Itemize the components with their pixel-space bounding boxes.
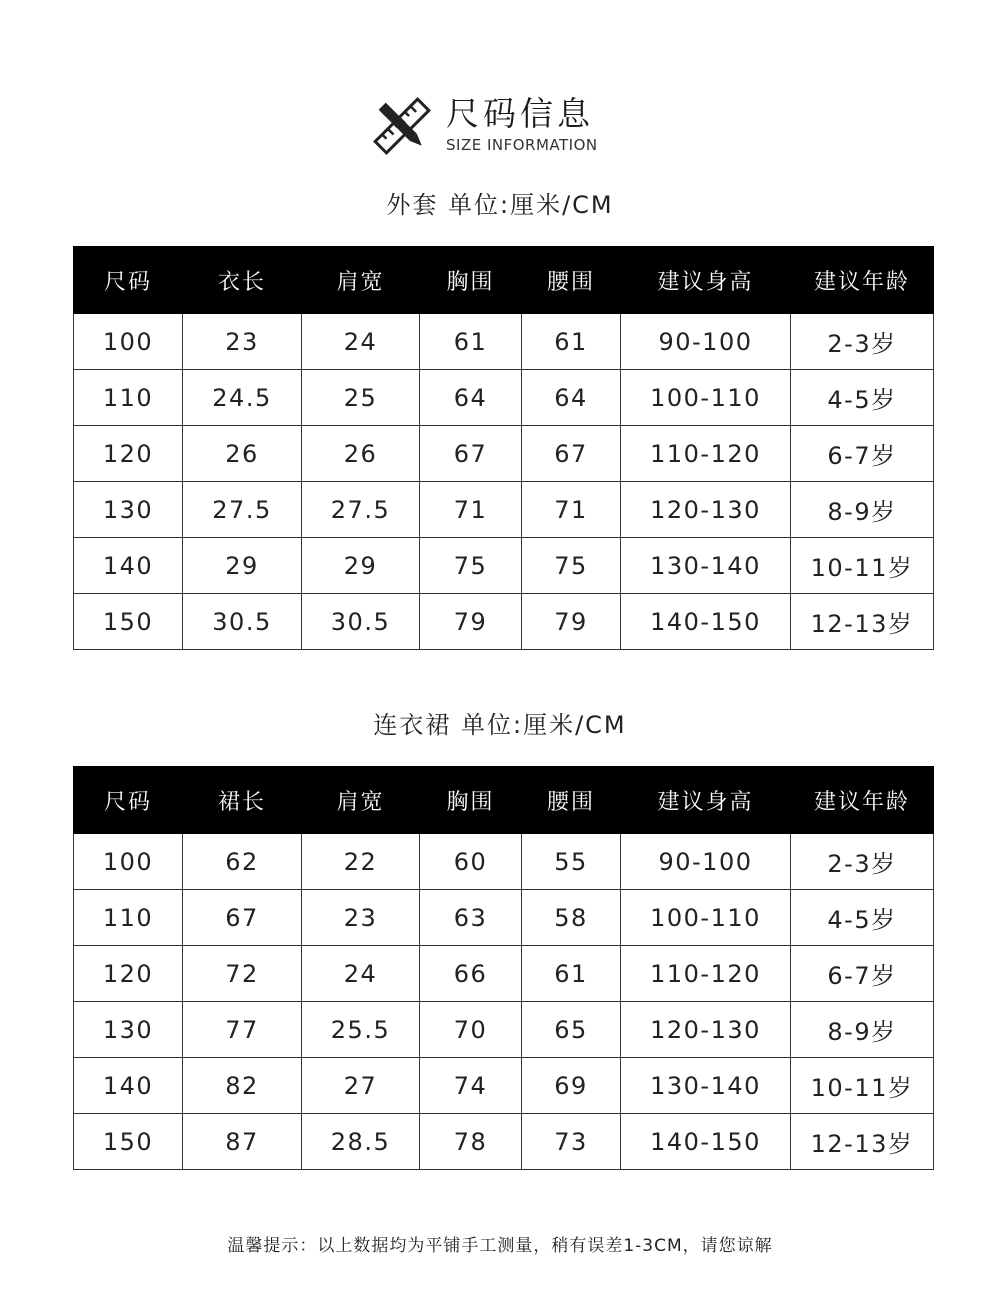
table-row — [74, 1002, 934, 1058]
table-row — [74, 538, 934, 594]
column-header: 尺码 — [74, 247, 183, 314]
table-cell: 24 — [302, 946, 420, 1002]
table-cell: 10-11岁 — [791, 538, 934, 594]
table-cell: 65 — [522, 1002, 621, 1058]
table-cell: 90-100 — [621, 314, 791, 370]
column-header: 肩宽 — [302, 767, 420, 834]
table-cell: 72 — [183, 946, 302, 1002]
table-cell: 90-100 — [621, 834, 791, 890]
ruler-pencil-icon — [370, 94, 434, 158]
table-cell: 67 — [522, 426, 621, 482]
table-cell: 10-11岁 — [791, 1058, 934, 1114]
table-cell: 130-140 — [621, 538, 791, 594]
table-cell: 69 — [522, 1058, 621, 1114]
table-cell: 130-140 — [621, 1058, 791, 1114]
table-cell: 29 — [183, 538, 302, 594]
table-cell: 30.5 — [183, 594, 302, 650]
table-cell: 87 — [183, 1114, 302, 1170]
table-cell: 27.5 — [302, 482, 420, 538]
table-cell: 61 — [522, 946, 621, 1002]
table-cell: 25 — [302, 370, 420, 426]
table-cell: 100-110 — [621, 890, 791, 946]
table-cell: 110-120 — [621, 946, 791, 1002]
table-cell: 67 — [183, 890, 302, 946]
table-row — [74, 890, 934, 946]
table-cell: 12-13岁 — [791, 1114, 934, 1170]
column-header: 腰围 — [522, 767, 621, 834]
table-cell: 64 — [420, 370, 522, 426]
table-cell: 75 — [522, 538, 621, 594]
table-cell: 61 — [522, 314, 621, 370]
column-header: 胸围 — [420, 767, 522, 834]
table-cell: 24.5 — [183, 370, 302, 426]
table-cell: 100-110 — [621, 370, 791, 426]
table-cell: 26 — [183, 426, 302, 482]
table-cell: 140 — [74, 1058, 183, 1114]
table-cell: 23 — [183, 314, 302, 370]
table-cell: 60 — [420, 834, 522, 890]
table-row — [74, 594, 934, 650]
column-header: 腰围 — [522, 247, 621, 314]
dress-size-table — [73, 766, 934, 1170]
table-cell: 130 — [74, 1002, 183, 1058]
table-cell: 63 — [420, 890, 522, 946]
table-cell: 6-7岁 — [791, 946, 934, 1002]
table-cell: 130 — [74, 482, 183, 538]
table-cell: 28.5 — [302, 1114, 420, 1170]
table-cell: 8-9岁 — [791, 482, 934, 538]
table-cell: 27 — [302, 1058, 420, 1114]
table-cell: 79 — [522, 594, 621, 650]
table-cell: 150 — [74, 1114, 183, 1170]
coat-caption: 外套 单位:厘米/CM — [386, 191, 614, 219]
table-cell: 26 — [302, 426, 420, 482]
table-cell: 78 — [420, 1114, 522, 1170]
table-cell: 79 — [420, 594, 522, 650]
column-header: 肩宽 — [302, 247, 420, 314]
table-cell: 64 — [522, 370, 621, 426]
table-cell: 8-9岁 — [791, 1002, 934, 1058]
table-cell: 62 — [183, 834, 302, 890]
table-cell: 61 — [420, 314, 522, 370]
table-cell: 71 — [522, 482, 621, 538]
title-en: SIZE INFORMATION — [446, 136, 598, 154]
measurement-note: 温馨提示：以上数据均为平铺手工测量，稍有误差1-3CM，请您谅解 — [227, 1236, 773, 1256]
table-cell: 100 — [74, 314, 183, 370]
table-cell: 66 — [420, 946, 522, 1002]
column-header: 胸围 — [420, 247, 522, 314]
table-cell: 140 — [74, 538, 183, 594]
table-row — [74, 370, 934, 426]
table-cell: 12-13岁 — [791, 594, 934, 650]
table-cell: 82 — [183, 1058, 302, 1114]
table-cell: 23 — [302, 890, 420, 946]
table-cell: 110 — [74, 890, 183, 946]
column-header: 建议身高 — [621, 247, 791, 314]
table-cell: 140-150 — [621, 594, 791, 650]
table-cell: 4-5岁 — [791, 890, 934, 946]
table-cell: 55 — [522, 834, 621, 890]
table-cell: 140-150 — [621, 1114, 791, 1170]
table-cell: 58 — [522, 890, 621, 946]
table-cell: 30.5 — [302, 594, 420, 650]
table-cell: 73 — [522, 1114, 621, 1170]
table-cell: 6-7岁 — [791, 426, 934, 482]
coat-size-table — [73, 246, 934, 650]
table-cell: 77 — [183, 1002, 302, 1058]
table-cell: 25.5 — [302, 1002, 420, 1058]
table-cell: 110 — [74, 370, 183, 426]
table-cell: 2-3岁 — [791, 314, 934, 370]
column-header: 建议年龄 — [791, 767, 934, 834]
table-cell: 70 — [420, 1002, 522, 1058]
table-cell: 150 — [74, 594, 183, 650]
table-cell: 100 — [74, 834, 183, 890]
table-cell: 120 — [74, 946, 183, 1002]
table-cell: 120-130 — [621, 482, 791, 538]
column-header: 衣长 — [183, 247, 302, 314]
table-cell: 74 — [420, 1058, 522, 1114]
table-row — [74, 946, 934, 1002]
title-cn: 尺码信息 — [446, 94, 594, 133]
table-cell: 110-120 — [621, 426, 791, 482]
table-header-row — [74, 247, 934, 314]
column-header: 建议年龄 — [791, 247, 934, 314]
table-header-row — [74, 767, 934, 834]
table-cell: 22 — [302, 834, 420, 890]
size-info-header — [370, 88, 670, 168]
table-cell: 67 — [420, 426, 522, 482]
table-cell: 120-130 — [621, 1002, 791, 1058]
table-row — [74, 426, 934, 482]
table-row — [74, 1114, 934, 1170]
dress-caption: 连衣裙 单位:厘米/CM — [373, 711, 627, 739]
table-cell: 75 — [420, 538, 522, 594]
table-cell: 120 — [74, 426, 183, 482]
table-row — [74, 314, 934, 370]
table-cell: 29 — [302, 538, 420, 594]
table-row — [74, 834, 934, 890]
table-cell: 4-5岁 — [791, 370, 934, 426]
column-header: 建议身高 — [621, 767, 791, 834]
table-row — [74, 482, 934, 538]
table-cell: 27.5 — [183, 482, 302, 538]
table-cell: 71 — [420, 482, 522, 538]
table-row — [74, 1058, 934, 1114]
column-header: 尺码 — [74, 767, 183, 834]
table-cell: 24 — [302, 314, 420, 370]
column-header: 裙长 — [183, 767, 302, 834]
table-cell: 2-3岁 — [791, 834, 934, 890]
